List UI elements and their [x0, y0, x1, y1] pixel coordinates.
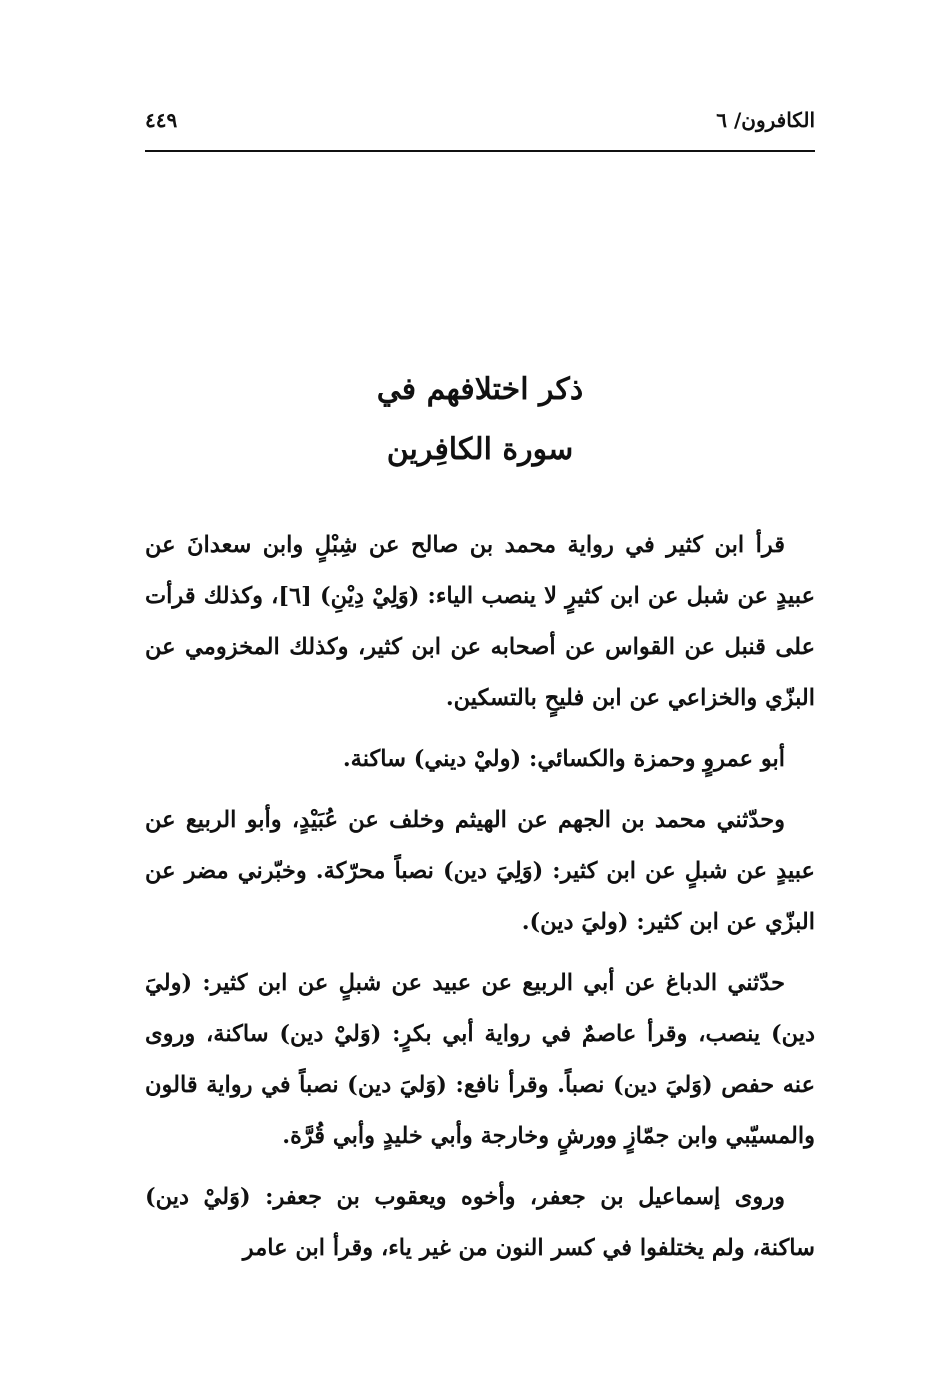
chapter-title — [145, 360, 815, 480]
paragraph-1: قرأ ابن كثير في رواية محمد بن صالح عن شِبْلٍ وابن سعدانَ عن عبيدٍ عن شبل عن ابن كثيرٍ لا ينصب الياء: (وَلِيْ دِيْنِ) [٦]، وكذلك قرأت على قنبل عن القواس عن أصحابه عن ابن كثير، وكذلك المخزومي عن البزّي والخزاعي عن ابن فليحٍ بالتسكين. — [145, 532, 816, 711]
paragraph-2: أبو عمروٍ وحمزة والكسائي: (وليْ ديني) ساكنة. — [342, 746, 785, 772]
body-text — [145, 520, 815, 1284]
chapter-title-line-2: سورة الكافِرين — [386, 432, 574, 467]
paragraph-5: وروى إسماعيل بن جعفر، وأخوه ويعقوب بن جعفر: (وَليْ دين) ساكنة، ولم يختلفوا في كسر النون من غير ياء، وقرأ ابن عامر — [145, 1184, 815, 1261]
running-header — [145, 100, 815, 140]
header-divider — [145, 150, 815, 152]
paragraph-4: حدّثني الدباغ عن أبي الربيع عن عبيد عن شبلٍ عن ابن كثير: (وليَ دين) ينصب، وقرأ عاصمٌ في رواية أبي بكرٍ: (وَليْ دين) ساكنة، وروى عنه حفص (وَليَ دين) نصباً. وقرأ نافع: (وَليَ دين) نصباً في رواية قالون والمسيّبي وابن جمّازٍ وورشٍ وخارجة وأبي خليدٍ وأبي قُرَّة. — [145, 970, 815, 1149]
running-title: الكافرون/ ٦ — [716, 108, 815, 132]
page-number: ٤٤٩ — [145, 108, 178, 132]
chapter-title-line-1: ذكر اختلافهم في — [376, 372, 584, 407]
paragraph-3: وحدّثني محمد بن الجهم عن الهيثم وخلف عن عُبَيْدٍ، وأبو الربيع عن عبيدٍ عن شبلٍ عن ابن كثير: (وَلِيَ دين) نصباً محرّكة. وخبّرني مضر عن البزّي عن ابن كثير: (وليَ دين). — [145, 807, 815, 935]
